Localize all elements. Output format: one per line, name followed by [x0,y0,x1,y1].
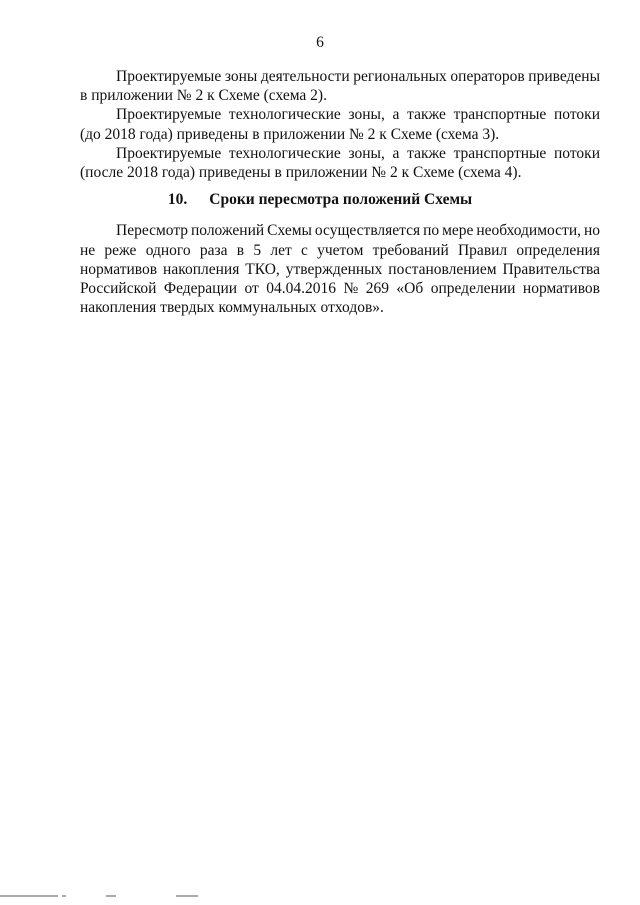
section-number: 10. [167,191,188,209]
scan-artifact [0,895,58,897]
page-number: 6 [316,34,324,51]
scan-artifact [62,895,66,897]
text-line: (после 2018 года) приведены в приложении № 2 к Схеме (схема 4). [80,164,522,182]
section-heading [0,190,640,209]
section-title: Сроки пересмотра положений Схемы [209,191,473,209]
section-paragraph [80,221,600,317]
scan-artifact [106,895,116,897]
text-line: в приложении № 2 к Схеме (схема 2). [80,87,327,105]
text-line: накопления твердых коммунальных отходов». [80,299,384,317]
text-line: Проектируемые технологические зоны, а также транспортные потоки [116,106,600,124]
scan-artifact [176,895,198,897]
document-body [80,67,600,317]
text-line: Пересмотр положений Схемы осуществляется по мере необходимости, но [116,222,600,240]
text-line: (до 2018 года) приведены в приложении № 2 к Схеме (схема 3). [80,125,500,143]
paragraph [80,67,600,105]
paragraph [80,144,600,182]
paragraph [80,105,600,143]
text-line: нормативов накопления ТКО, утвержденных постановлением Правительства [80,260,600,278]
text-line: Проектируемые зоны деятельности региональных операторов приведены [116,68,600,85]
text-line: не реже одного раза в 5 лет с учетом требований Правил определения [80,241,600,259]
text-line: Российской Федерации от 04.04.2016 № 269 «Об определении нормативов [80,280,600,298]
text-line: Проектируемые технологические зоны, а также транспортные потоки [116,144,600,162]
